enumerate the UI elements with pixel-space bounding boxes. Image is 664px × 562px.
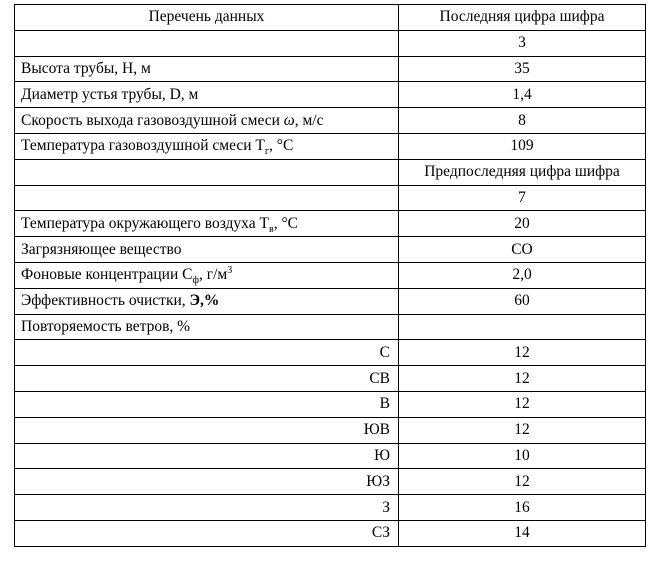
- omega-symbol: ω: [283, 111, 295, 129]
- gas-temp-sub: г: [264, 146, 269, 158]
- wind-dir: ЮЗ: [15, 469, 399, 495]
- wind-dir: Ю: [15, 443, 399, 469]
- air-temp-label: [15, 211, 399, 237]
- table-row: [15, 211, 646, 237]
- table-row: [15, 237, 646, 263]
- speed-label-text: Скорость выхода газовоздушной смеси: [21, 111, 280, 129]
- table-row: [15, 314, 646, 340]
- header2-row: [15, 159, 646, 185]
- wind-row: [15, 469, 646, 495]
- speed-value: 8: [399, 108, 646, 134]
- air-temp-value: 20: [399, 211, 646, 237]
- wind-value: 14: [399, 520, 646, 546]
- wind-dir: С: [15, 340, 399, 366]
- wind-label: Повторяемость ветров, %: [15, 314, 399, 340]
- pollutant-value: CO: [399, 237, 646, 263]
- gas-temp-unit: , °C: [269, 137, 294, 155]
- wind-dir: СВ: [15, 366, 399, 392]
- gas-temp-label: [15, 133, 399, 159]
- table-row: [15, 185, 646, 211]
- gas-temp-value: 109: [399, 133, 646, 159]
- efficiency-label: [15, 288, 399, 314]
- bg-conc-text: Фоновые концентрации C: [21, 266, 193, 284]
- height-value: 35: [399, 56, 646, 82]
- wind-value: 12: [399, 340, 646, 366]
- bg-conc-unit: , г/м: [198, 266, 228, 284]
- air-temp-text: Температура окружающего воздуха T: [21, 214, 269, 232]
- header-col1: Перечень данных: [15, 5, 399, 31]
- prelast-digit-value: 7: [399, 185, 646, 211]
- efficiency-value: 60: [399, 288, 646, 314]
- table-row: [15, 30, 646, 56]
- bg-conc-value: 2,0: [399, 262, 646, 288]
- wind-value: 12: [399, 391, 646, 417]
- table-row: [15, 82, 646, 108]
- table-row: [15, 262, 646, 288]
- table-row: [15, 288, 646, 314]
- table-row: [15, 133, 646, 159]
- wind-row: [15, 340, 646, 366]
- air-temp-unit: , °C: [273, 214, 298, 232]
- wind-value: 12: [399, 366, 646, 392]
- diameter-label: Диаметр устья трубы, D, м: [15, 82, 399, 108]
- header-col2: Последняя цифра шифра: [399, 5, 646, 31]
- wind-row: [15, 520, 646, 546]
- last-digit-value: 3: [399, 30, 646, 56]
- bg-conc-sub: ф: [192, 275, 199, 287]
- wind-row: [15, 417, 646, 443]
- header-row: [15, 5, 646, 31]
- empty-cell: [15, 159, 399, 185]
- data-table: [14, 4, 646, 547]
- wind-value: 16: [399, 495, 646, 521]
- speed-label: [15, 108, 399, 134]
- gas-temp-text: Температура газовоздушной смеси T: [21, 137, 265, 155]
- wind-value: 10: [399, 443, 646, 469]
- empty-cell: [399, 314, 646, 340]
- wind-row: [15, 391, 646, 417]
- wind-dir: ЮВ: [15, 417, 399, 443]
- wind-value: 12: [399, 469, 646, 495]
- table-row: [15, 108, 646, 134]
- table-row: [15, 56, 646, 82]
- bg-conc-sup: 3: [227, 265, 233, 277]
- wind-row: [15, 443, 646, 469]
- wind-value: 12: [399, 417, 646, 443]
- pollutant-label: Загрязняющее вещество: [15, 237, 399, 263]
- wind-row: [15, 366, 646, 392]
- height-label: Высота трубы, H, м: [15, 56, 399, 82]
- speed-unit: , м/с: [294, 111, 324, 129]
- header2-col2: Предпоследняя цифра шифра: [399, 159, 646, 185]
- efficiency-text: Эффективность очистки,: [21, 292, 190, 310]
- bg-conc-label: [15, 262, 399, 288]
- wind-dir: З: [15, 495, 399, 521]
- air-temp-sub: в: [268, 223, 274, 235]
- wind-dir: В: [15, 391, 399, 417]
- wind-dir: СЗ: [15, 520, 399, 546]
- empty-cell: [15, 30, 399, 56]
- wind-row: [15, 495, 646, 521]
- efficiency-symbol: Э,%: [189, 292, 220, 310]
- empty-cell: [15, 185, 399, 211]
- diameter-value: 1,4: [399, 82, 646, 108]
